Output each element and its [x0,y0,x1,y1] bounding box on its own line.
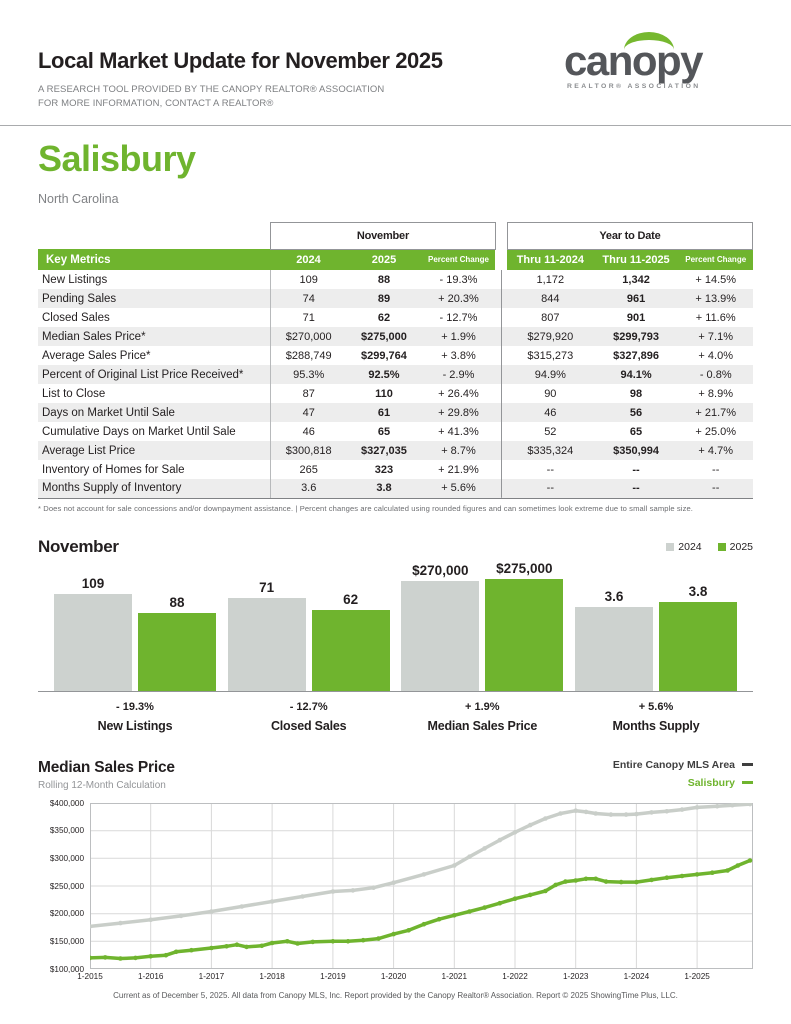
november-bar-chart [38,537,753,733]
legend-entire-canopy: Entire Canopy MLS Area [613,759,753,771]
line-chart-legend [613,759,753,795]
bar-2024 [54,594,132,691]
metric-row: Percent of Original List Price Received* 95.3% 92.5% - 2.9% 94.9% 94.1% - 0.8% [38,365,753,384]
bar-value-label: $270,000 [412,562,469,578]
line-plot-area [90,803,753,969]
x-tick-label: 1-2018 [259,971,285,981]
legend-salisbury: Salisbury [613,777,753,789]
col-key-metrics: Key Metrics [38,249,271,270]
line-chart-title: Median Sales Price [38,758,175,776]
legend-dash-icon [742,763,753,766]
bar-2024 [228,598,306,691]
x-tick-label: 1-2025 [684,971,710,981]
metric-row: Cumulative Days on Market Until Sale 46 65 + 41.3% 52 65 + 25.0% [38,422,753,441]
legend-2025: 2025 [718,541,753,553]
canopy-logo [564,37,749,90]
table-group-year-to-date: Year to Date [507,222,752,249]
bar-group [226,559,392,691]
canopy-logo-subtext: REALTOR® ASSOCIATION [567,83,701,90]
col-thru-11-2024: Thru 11-2024 [507,249,593,270]
bar-value-label: 88 [169,594,185,610]
bar-value-label: 62 [343,591,359,607]
table-column-header-row [38,249,753,270]
bar-value-label: 71 [259,579,275,595]
y-tick-label: $300,000 [49,853,84,863]
x-tick-label: 1-2023 [562,971,589,981]
bar-value-label: 3.6 [604,588,624,604]
y-tick-label: $150,000 [49,936,84,946]
bar-group [52,559,218,691]
y-tick-label: $250,000 [49,881,84,891]
bar-percent-change: + 5.6% [638,700,674,713]
metric-row: Closed Sales 71 62 - 12.7% 807 901 + 11.6% [38,308,753,327]
bar-value-label: 3.8 [688,583,708,599]
x-tick-label: 1-2020 [380,971,407,981]
location-state: North Carolina [38,191,119,206]
x-tick-label: 1-2019 [320,971,346,981]
metric-row: Average Sales Price* $288,749 $299,764 + 3.8% $315,273 $327,896 + 4.0% [38,346,753,365]
report-subtitle-line2: FOR MORE INFORMATION, CONTACT A REALTOR® [38,97,274,109]
bar-percent-change: - 19.3% [116,700,154,713]
legend-2025-swatch [718,543,726,551]
bar-caption [52,692,218,733]
report-subtitle-line1: A RESEARCH TOOL PROVIDED BY THE CANOPY REALTOR® ASSOCIATION [38,84,385,95]
bar-2025 [485,579,563,691]
header-divider [0,125,791,126]
metric-row: Inventory of Homes for Sale 265 323 + 21.9% -- -- -- [38,460,753,479]
key-metrics-table [38,222,753,499]
col-2024: 2024 [271,249,347,270]
table-group-november: November [271,222,496,249]
bar-percent-change: + 1.9% [465,700,500,713]
report-header [38,0,753,111]
bar-2025 [312,610,390,691]
x-tick-label: 1-2024 [623,971,650,981]
x-tick-label: 1-2015 [77,971,103,981]
y-tick-label: $350,000 [49,826,84,836]
bar-category-label: Median Sales Price [427,718,538,733]
canopy-arc-icon [624,32,674,50]
col-percent-change-nov: Percent Change [422,249,495,270]
report-footer: Current as of December 5, 2025. All data from Canopy MLS, Inc. Report provided by the Canopy Realtor® Association. Report © 2025 ShowingTime Plus, LLC. [113,990,678,1000]
y-tick-label: $100,000 [49,964,84,974]
bar-2025 [659,602,737,691]
bar-captions [38,692,753,733]
col-percent-change-ytd: Percent Change [679,249,753,270]
y-tick-label: $400,000 [49,798,84,808]
col-thru-11-2025: Thru 11-2025 [593,249,679,270]
metric-row: Months Supply of Inventory 3.6 3.8 + 5.6% -- -- -- [38,479,753,498]
legend-2024-swatch [666,543,674,551]
bar-category-label: New Listings [97,718,173,733]
bar-value-label: 109 [81,575,105,591]
metric-row: Pending Sales 74 89 + 20.3% 844 961 + 13.9% [38,289,753,308]
metric-row: Average List Price $300,818 $327,035 + 8.7% $335,324 $350,994 + 4.7% [38,441,753,460]
x-tick-label: 1-2016 [137,971,164,981]
y-tick-label: $200,000 [49,909,84,919]
metric-row: New Listings 109 88 - 19.3% 1,172 1,342 + 14.5% [38,270,753,289]
bar-category-label: Closed Sales [270,718,347,733]
metric-row: Days on Market Until Sale 47 61 + 29.8% 46 56 + 21.7% [38,403,753,422]
x-tick-label: 1-2017 [198,971,225,981]
col-2025: 2025 [346,249,422,270]
x-axis-labels [77,969,753,983]
metric-row: List to Close 87 110 + 26.4% 90 98 + 8.9% [38,384,753,403]
bar-value-label: $275,000 [496,560,553,576]
legend-dash-icon [742,781,753,784]
bar-group [399,559,565,691]
canopy-logo-word: canopy [564,37,703,84]
bar-caption [573,692,739,733]
median-sales-price-chart [38,759,753,983]
y-axis-labels [38,798,90,974]
bar-group [573,559,739,691]
report-title: Local Market Update for November 2025 [38,48,443,73]
line-chart-subtitle: Rolling 12-Month Calculation [38,779,166,791]
bar-2024 [401,581,479,691]
bar-chart-title: November [38,536,119,556]
x-tick-label: 1-2022 [502,971,528,981]
x-tick-label: 1-2021 [441,971,468,981]
bar-groups [38,559,753,692]
bar-percent-change: - 12.7% [289,700,328,713]
bar-chart-legend [666,541,753,553]
legend-2024: 2024 [666,541,701,553]
bar-caption [399,692,565,733]
bar-2025 [138,613,216,691]
table-footnote: * Does not account for sale concessions and/or downpayment assistance. | Percent changes are calculated using rounded figures and can sometimes look extreme due to small sample size. [38,503,694,513]
location-name: Salisbury [38,137,196,179]
bar-category-label: Months Supply [612,718,700,733]
metric-row: Median Sales Price* $270,000 $275,000 + 1.9% $279,920 $299,793 + 7.1% [38,327,753,346]
bar-2024 [575,607,653,691]
bar-caption [226,692,392,733]
table-group-header-row [38,222,753,249]
